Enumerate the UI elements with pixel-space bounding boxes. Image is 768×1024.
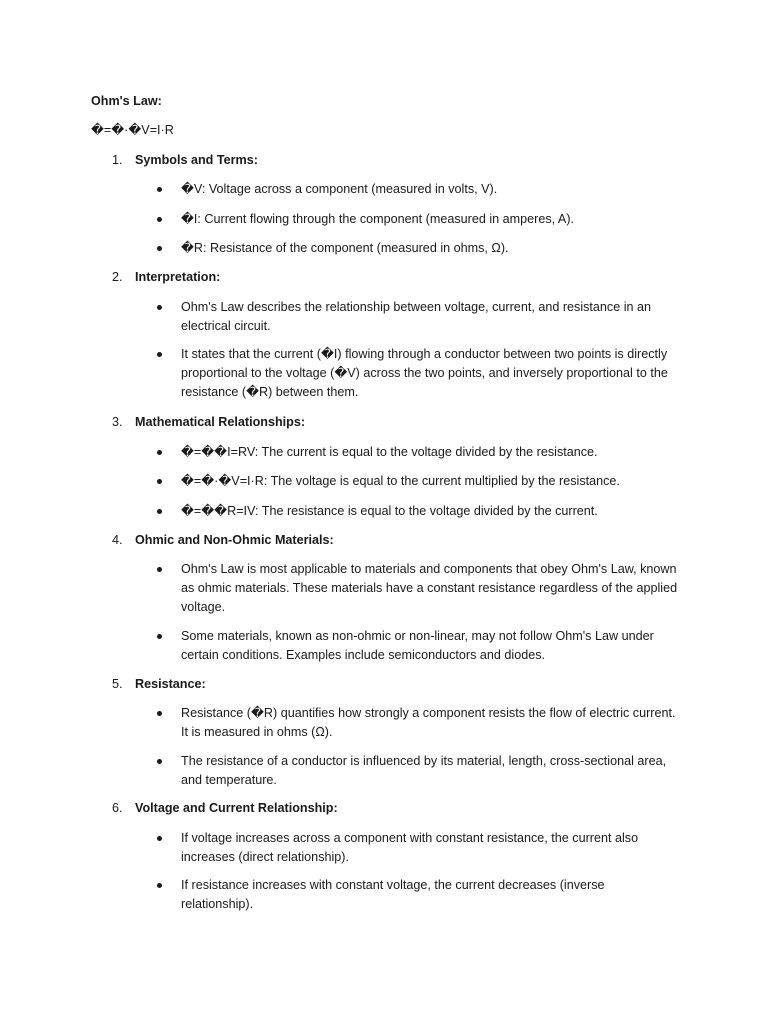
section-number: 2. xyxy=(112,270,123,284)
ohms-law-formula: �=�·�V=I·R xyxy=(91,123,174,137)
list-item-text: �V: Voltage across a component (measured in volts, V). xyxy=(181,182,498,196)
bullet-icon xyxy=(157,450,162,455)
list-item-text: It states that the current (�I) flowing through a conductor between two points is directly proportional to the voltage (�V) across the two points, and inversely proportional to the resistance (�R) between them. xyxy=(181,347,668,399)
list-item-text: Ohm's Law is most applicable to materials and components that obey Ohm's Law, known as ohmic materials. These materials have a constant resistance regardless of the applied voltage. xyxy=(181,562,678,614)
section-number: 1. xyxy=(112,153,123,167)
list-item-text: �I: Current flowing through the component (measured in amperes, A). xyxy=(181,212,575,226)
section-number: 6. xyxy=(112,801,123,815)
list-item-text: �=�·�V=I·R: The voltage is equal to the current multiplied by the resistance. xyxy=(181,474,620,488)
list-item-text: The resistance of a conductor is influenced by its material, length, cross-sectional area, and temperature. xyxy=(181,754,667,787)
list-item-text: �=��R=IV: The resistance is equal to the voltage divided by the current. xyxy=(181,504,598,518)
bullet-icon xyxy=(157,479,162,484)
bullet-icon xyxy=(157,352,162,357)
section-number: 4. xyxy=(112,533,123,547)
bullet-icon xyxy=(157,305,162,310)
list-item-text: If voltage increases across a component with constant resistance, the current also increases (direct relationship). xyxy=(181,831,639,864)
section-number: 5. xyxy=(112,677,123,691)
list-item-text: �=��I=RV: The current is equal to the voltage divided by the resistance. xyxy=(181,445,598,459)
list-item-text: �R: Resistance of the component (measured in ohms, Ω). xyxy=(181,241,509,255)
section-title: Mathematical Relationships: xyxy=(135,415,306,429)
list-item-text: Some materials, known as non-ohmic or non-linear, may not follow Ohm's Law under certain conditions. Examples include semiconductors and diodes. xyxy=(181,629,654,662)
document-title: Ohm's Law: xyxy=(91,94,162,108)
bullet-icon xyxy=(157,187,162,192)
bullet-icon xyxy=(157,759,162,764)
bullet-icon xyxy=(157,883,162,888)
bullet-icon xyxy=(157,217,162,222)
bullet-icon xyxy=(157,711,162,716)
section-title: Voltage and Current Relationship: xyxy=(135,801,338,815)
bullet-icon xyxy=(157,567,162,572)
section-title: Symbols and Terms: xyxy=(135,153,258,167)
list-item-text: Resistance (�R) quantifies how strongly a component resists the flow of electric current. It is measured in ohms (Ω). xyxy=(181,706,676,739)
bullet-icon xyxy=(157,836,162,841)
section-title: Interpretation: xyxy=(135,270,221,284)
section-title: Ohmic and Non-Ohmic Materials: xyxy=(135,533,334,547)
bullet-icon xyxy=(157,634,162,639)
bullet-icon xyxy=(157,509,162,514)
section-title: Resistance: xyxy=(135,677,206,691)
bullet-icon xyxy=(157,246,162,251)
list-item-text: If resistance increases with constant voltage, the current decreases (inverse relationship). xyxy=(181,878,605,911)
section-number: 3. xyxy=(112,415,123,429)
list-item-text: Ohm's Law describes the relationship between voltage, current, and resistance in an electrical circuit. xyxy=(181,300,652,333)
